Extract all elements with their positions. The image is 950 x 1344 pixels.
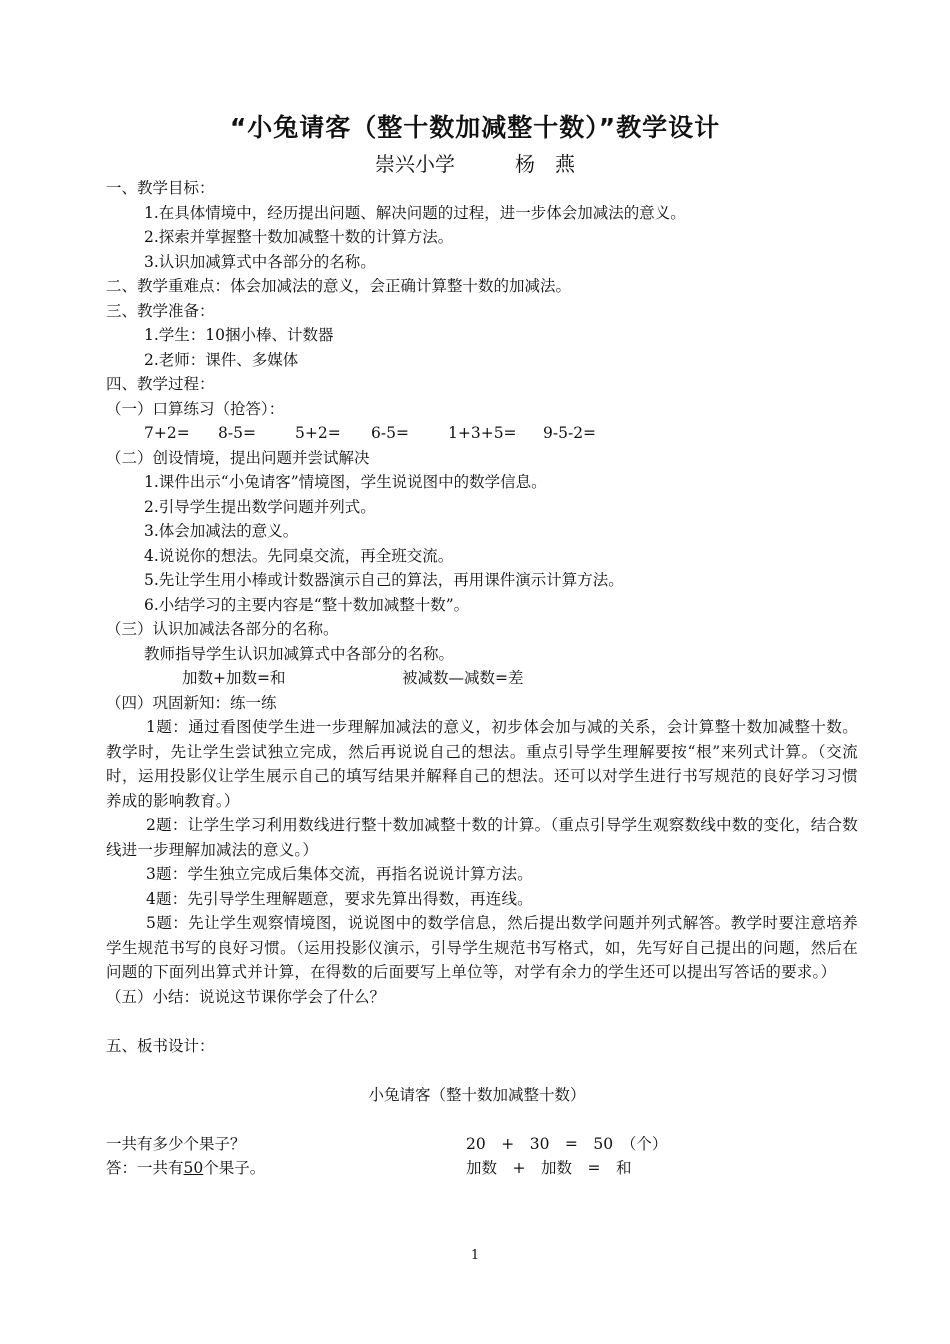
author-school: 崇兴小学 (375, 152, 455, 176)
subsection-heading: （二）创设情境，提出问题并尝试解决 (106, 448, 370, 467)
board-row (106, 1156, 858, 1181)
exercise-paragraph: 3题：学生独立完成后集体交流，再指名说说计算方法。 (146, 865, 533, 883)
list-item: 1.学生：10捆小棒、计数器 (144, 326, 334, 344)
paragraph-line: 教师指导学生认识加减算式中各部分的名称。 (144, 644, 455, 663)
exercise-paragraph: 5题：先让学生观察情境图，说说图中的数学信息，然后提出数学问题并列式解答。教学时要注意培养学生规范书写的良好习惯。（运用投影仪演示，引导学生规范书写格式，如，先写好自己提出的问题，然后在问题的下面列出算式并计算，在得数的后面要写上单位等，对学有余力的学生还可以提出写答话的要求。） (106, 914, 858, 981)
answer-number: 50 (183, 1159, 204, 1177)
list-item: 3.认识加减算式中各部分的名称。 (144, 252, 376, 271)
exercise-paragraph: 1题：通过看图使学生进一步理解加减法的意义，初步体会加与减的关系，会计算整十数加减整十数。教学时，先让学生尝试独立完成，然后再说说自己的想法。重点引导学生理解要按“根”来列式计算。（交流时，运用投影仪让学生展示自己的填写结果并解释自己的想法。还可以对学生进行书写规范的良好学习习惯养成的影响教育。） (106, 718, 858, 810)
calc-item: 9-5-2= (543, 424, 597, 442)
addition-formula: 加数+加数=和 (182, 669, 286, 687)
list-item: 1.课件出示“小兔请客”情境图，学生说说图中的数学信息。 (144, 473, 547, 491)
section-heading: 三、教学准备： (106, 301, 215, 320)
calc-item: 7+2= (144, 424, 190, 442)
list-item: 6.小结学习的主要内容是“整十数加减整十数”。 (144, 595, 470, 614)
calc-item: 5+2= (295, 424, 341, 442)
subsection-heading: （五）小结：说说这节课你学会了什么？ (106, 987, 386, 1006)
list-item: 2.引导学生提出数学问题并列式。 (144, 497, 376, 516)
board-row (106, 1132, 858, 1157)
list-item: 2.老师：课件、多媒体 (144, 350, 299, 369)
subsection-heading: （四）巩固新知：练一练 (106, 693, 277, 712)
calc-item: 6-5= (371, 424, 409, 442)
subsection-heading: （三）认识加减法各部分的名称。 (106, 620, 339, 638)
list-item: 4.说说你的想法。先同桌交流，再全班交流。 (144, 546, 454, 565)
author-line (0, 148, 950, 177)
section-heading: 二、教学重难点：体会加减法的意义，会正确计算整十数的加减法。 (106, 277, 572, 295)
page-number: 1 (470, 1248, 480, 1263)
calc-item: 1+3+5= (448, 424, 517, 442)
answer-prefix: 答：一共有 (106, 1159, 184, 1177)
exercise-paragraph: 4题：先引导学生理解题意，要求先算出得数，再连线。 (146, 889, 533, 908)
document-title: “小兔请客（整十数加减整十数）”教学设计 (229, 113, 721, 142)
board-equation: 20 + 30 = 50 （个） (466, 1134, 668, 1153)
board-names: 加数 + 加数 = 和 (466, 1159, 632, 1177)
exercise-paragraph: 2题：让学生学习利用数线进行整十数加减整十数的计算。（重点引导学生观察数线中数的变化，结合数线进一步理解加减法的意义。） (106, 816, 858, 859)
list-item: 1.在具体情境中，经历提出问题、解决问题的过程，进一步体会加减法的意义。 (144, 203, 686, 222)
subsection-heading: （一）口算练习（抢答）： (106, 399, 285, 418)
list-item: 2.探索并掌握整十数加减整十数的计算方法。 (144, 228, 454, 246)
board-title: 小兔请客（整十数加减整十数） (368, 1085, 586, 1104)
formula-row (106, 666, 858, 691)
document-body (106, 176, 858, 1181)
section-heading: 五、板书设计： (106, 1036, 215, 1055)
section-heading: 一、教学目标： (106, 179, 215, 197)
answer-suffix: 个果子。 (203, 1159, 266, 1177)
author-name: 杨 燕 (515, 152, 575, 176)
subtraction-formula: 被减数—减数=差 (402, 669, 524, 687)
section-heading: 四、教学过程： (106, 375, 215, 393)
board-answer (106, 1156, 265, 1181)
list-item: 3.体会加减法的意义。 (144, 522, 299, 540)
list-item: 5.先让学生用小棒或计数器演示自己的算法，再用课件演示计算方法。 (144, 571, 624, 589)
calc-row (106, 421, 858, 446)
calc-item: 8-5= (218, 424, 256, 442)
board-question: 一共有多少个果子？ (106, 1134, 246, 1153)
